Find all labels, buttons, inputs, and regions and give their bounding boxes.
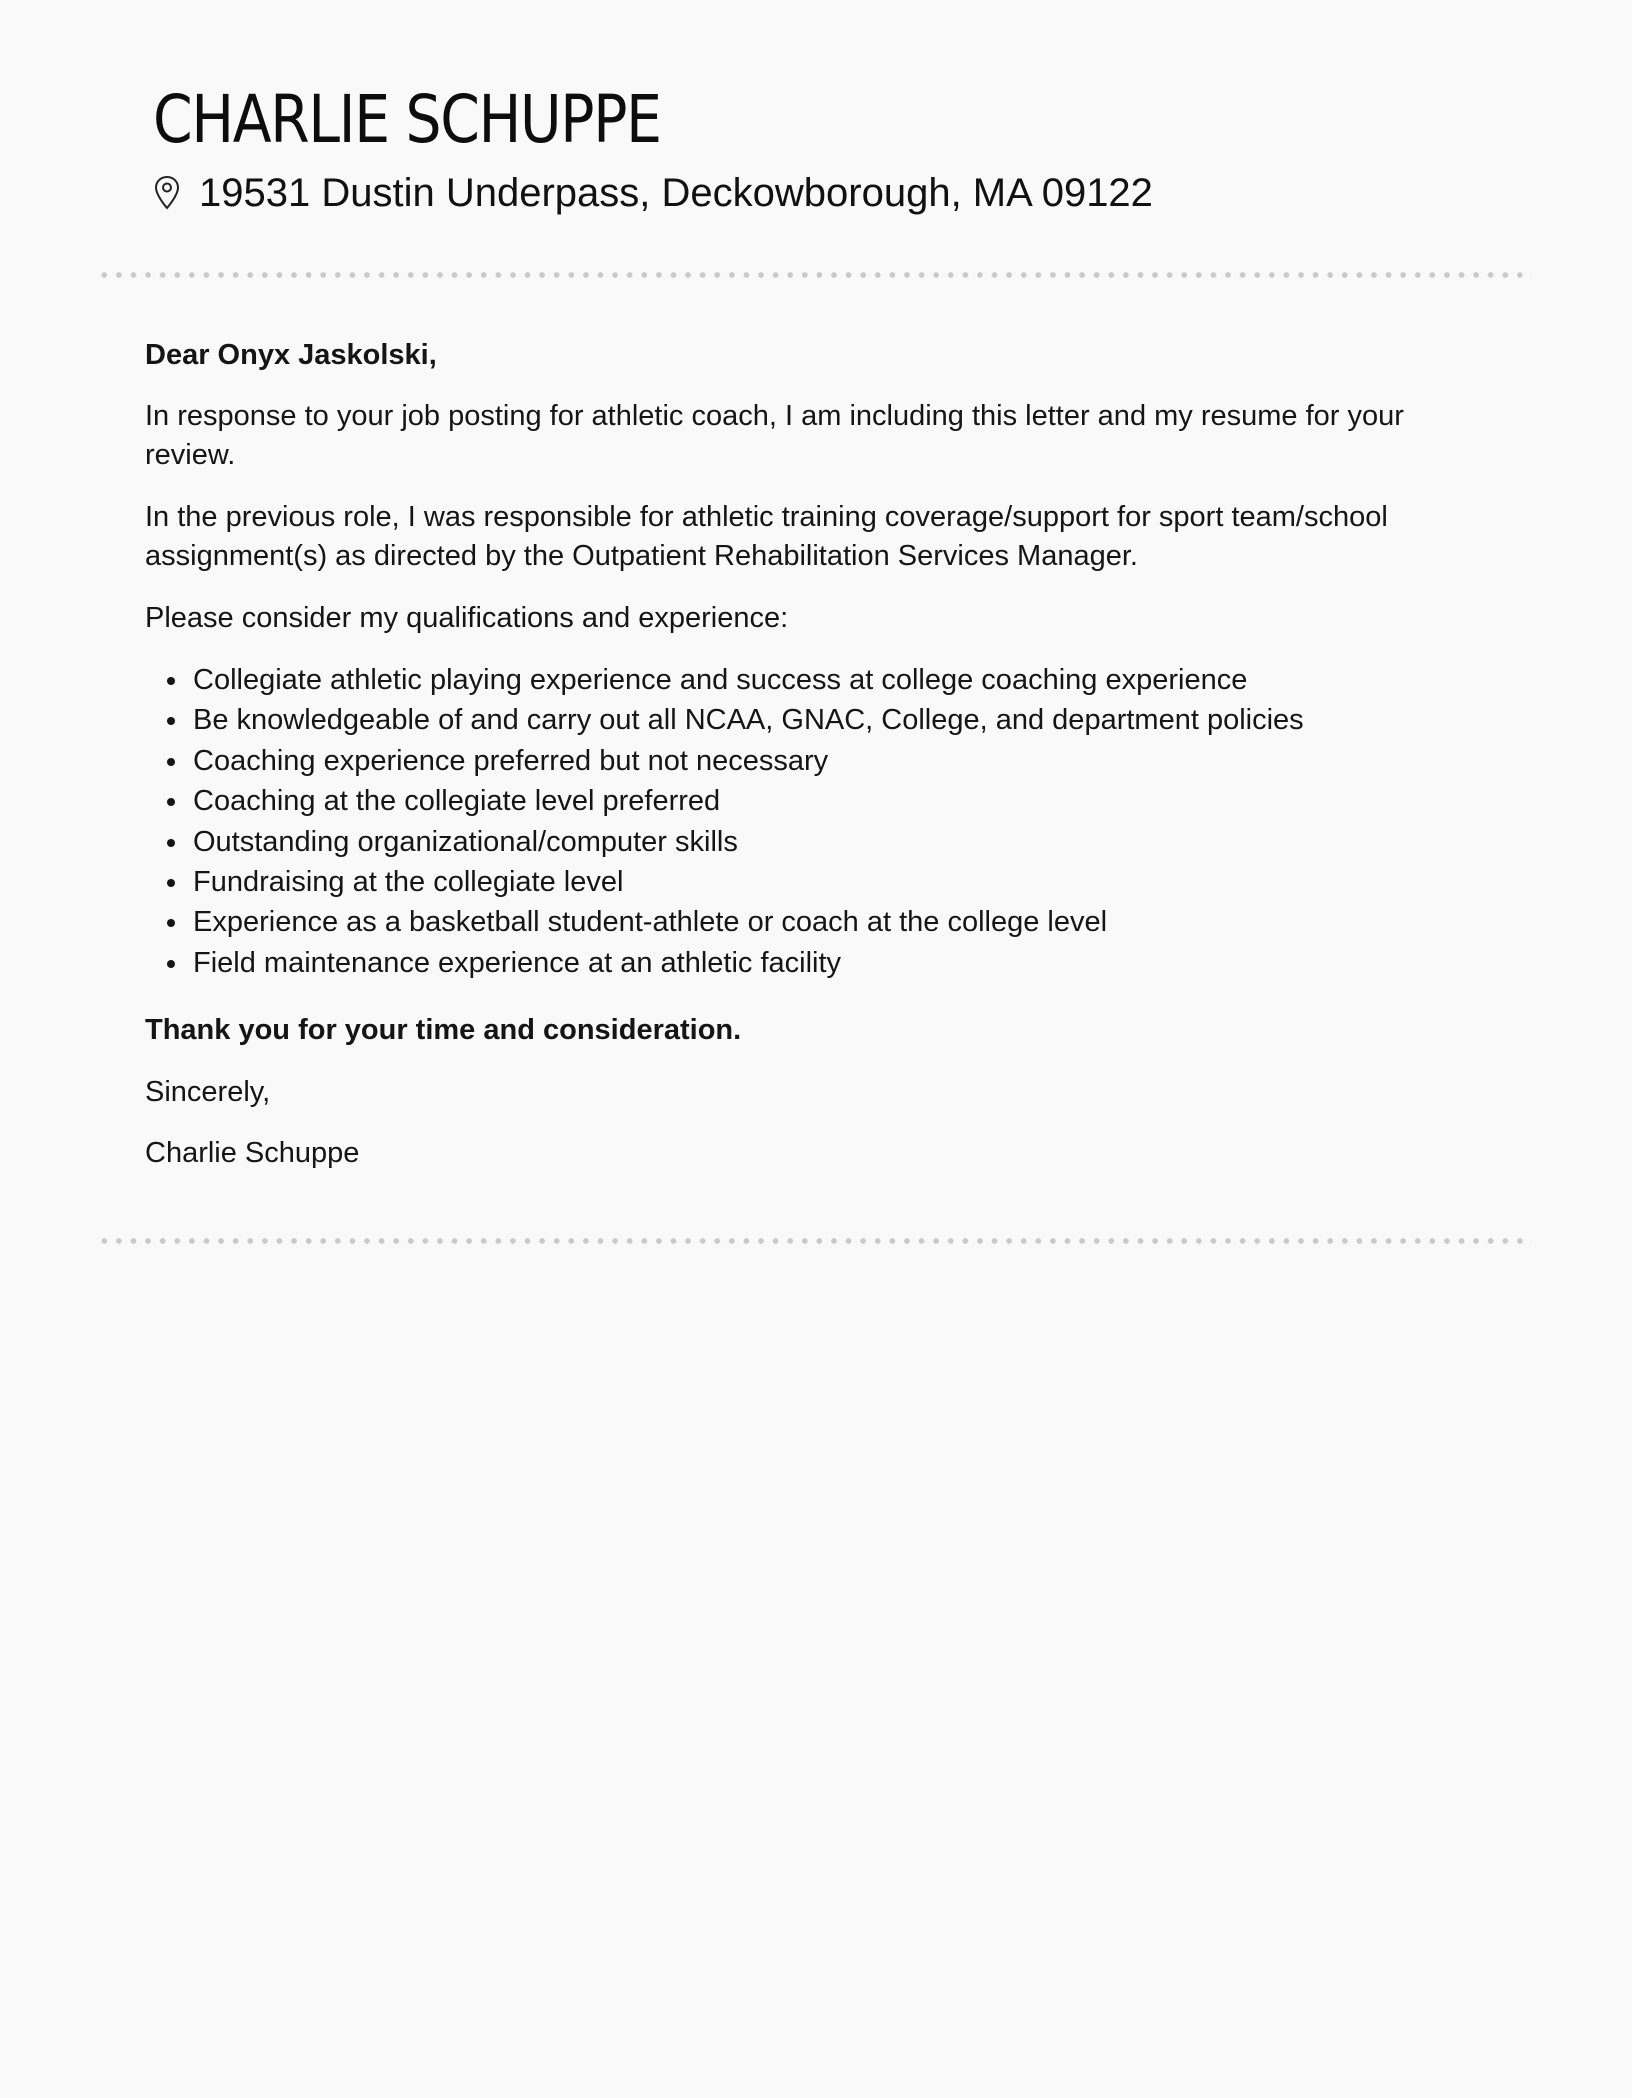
intro-paragraph: In response to your job posting for athletic coach, I am including this letter and my resume for your review.: [145, 399, 1404, 471]
letter-header: [153, 78, 1532, 220]
list-item: Coaching experience preferred but not necessary: [145, 741, 1495, 781]
list-item: Be knowledgeable of and carry out all NCAA, GNAC, College, and department policies: [145, 700, 1495, 740]
qualifications-list: [145, 660, 1495, 983]
closing-line: Thank you for your time and consideration.: [145, 1014, 742, 1047]
top-dotted-divider: [97, 272, 1532, 278]
list-item: Fundraising at the collegiate level: [145, 862, 1495, 902]
list-item: Coaching at the collegiate level preferred: [145, 781, 1495, 821]
list-item: Outstanding organizational/computer skills: [145, 822, 1495, 862]
qualifications-lead: Please consider my qualifications and experience:: [145, 601, 789, 634]
applicant-name: CHARLIE SCHUPPE: [153, 81, 661, 158]
signature-name: Charlie Schuppe: [145, 1137, 360, 1170]
valediction: Sincerely,: [145, 1075, 271, 1108]
experience-paragraph: In the previous role, I was responsible for athletic training coverage/support for sport team/school assignment(s) as directed by the Outpatient Rehabilitation Services Manager.: [145, 500, 1388, 572]
address-row: [153, 166, 1532, 220]
salutation: Dear Onyx Jaskolski,: [145, 339, 437, 371]
list-item: Experience as a basketball student-athlete or coach at the college level: [145, 902, 1495, 942]
bottom-dotted-divider: [97, 1238, 1532, 1244]
list-item: Field maintenance experience at an athletic facility: [145, 943, 1495, 983]
applicant-address: 19531 Dustin Underpass, Deckowborough, MA 09122: [199, 171, 1153, 215]
list-item: Collegiate athletic playing experience and success at college coaching experience: [145, 660, 1495, 700]
letter-body: [145, 336, 1495, 1196]
map-pin-icon: [153, 175, 181, 211]
